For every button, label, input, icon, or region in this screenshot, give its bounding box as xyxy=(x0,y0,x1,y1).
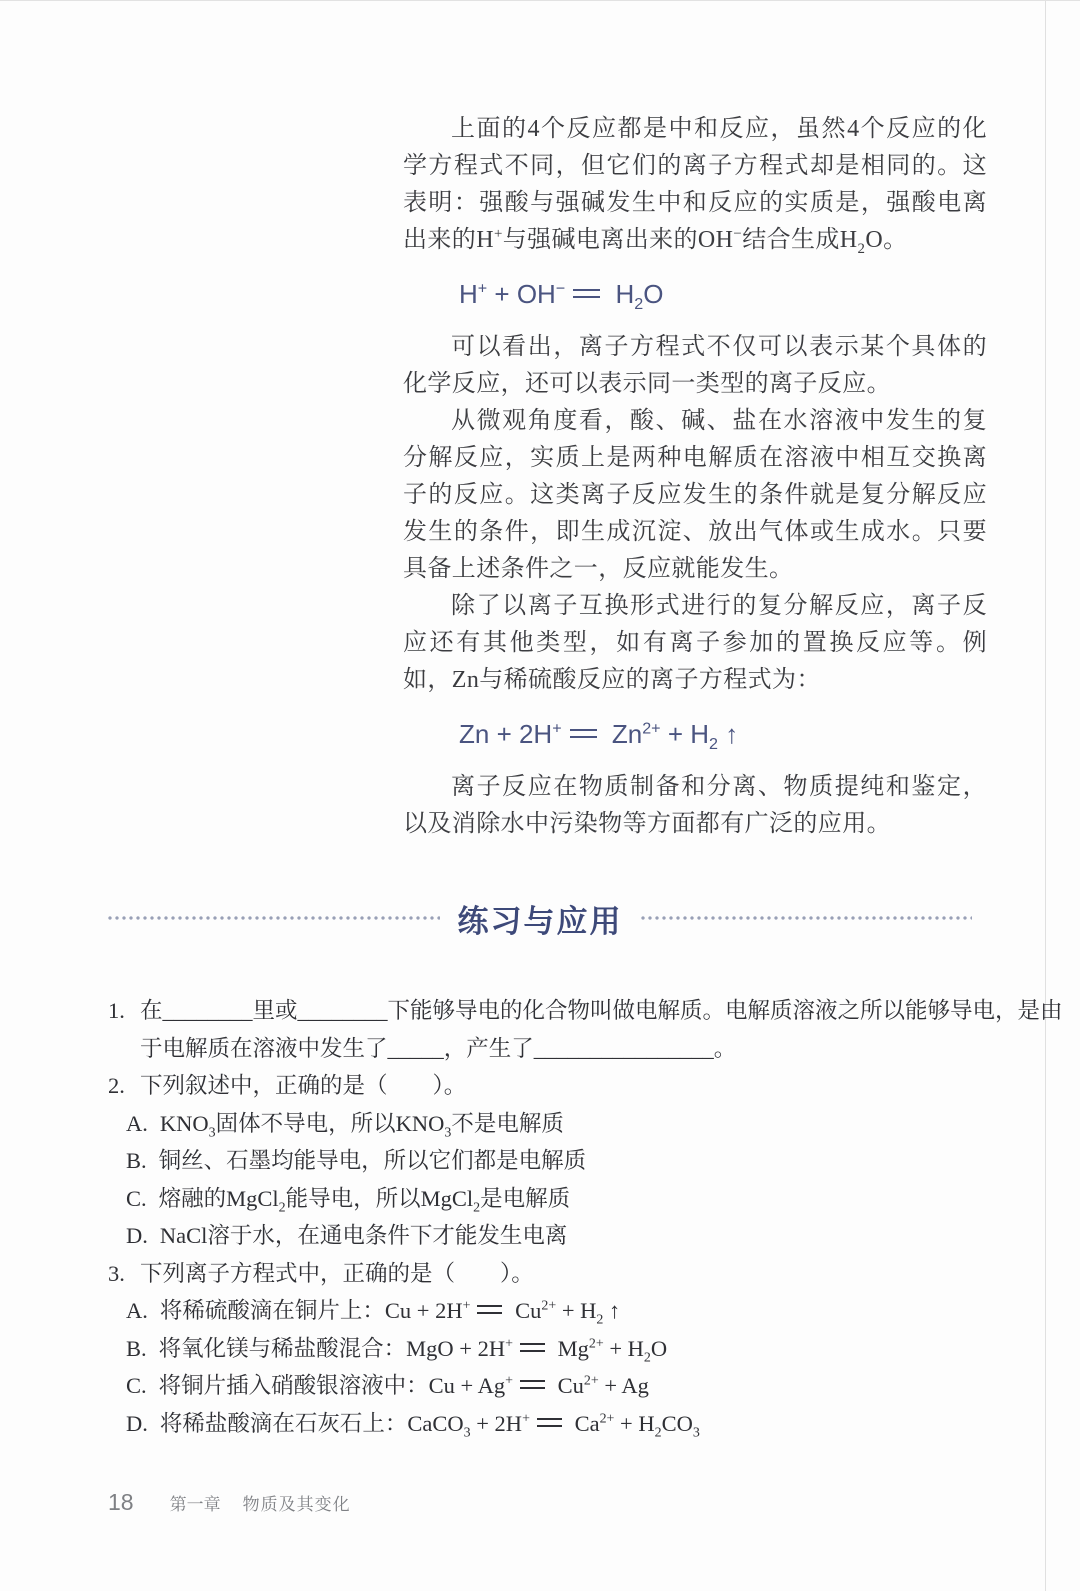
option-label: B. xyxy=(126,1148,147,1173)
option-label: C. xyxy=(126,1373,147,1398)
option-label: A. xyxy=(126,1298,148,1323)
option-label: B. xyxy=(126,1335,147,1361)
chapter-label: 第一章 xyxy=(169,1495,221,1514)
chapter-title: 物质及其变化 xyxy=(242,1495,351,1514)
question-2-option-a xyxy=(108,1105,1040,1143)
option-label: D. xyxy=(126,1223,148,1248)
question-3-option-c xyxy=(108,1367,1040,1405)
option-text: 铜丝、石墨均能导电，所以它们都是电解质 xyxy=(158,1148,587,1173)
option-label: D. xyxy=(126,1410,148,1436)
option-text: $KNO_3$固体不导电，所以$KNO_3$不是电解质 xyxy=(159,1110,564,1140)
question-3-number: 3. xyxy=(108,1260,125,1286)
option-label: A. xyxy=(126,1110,148,1136)
page-number: 18 xyxy=(108,1489,134,1515)
double-equals-sign xyxy=(570,729,597,738)
question-1 xyxy=(108,992,1063,1067)
question-1-number: 1. xyxy=(108,998,125,1023)
double-equals-sign xyxy=(520,1380,545,1389)
question-2 xyxy=(108,1067,1040,1255)
question-list xyxy=(0,992,1080,1442)
body-text-column xyxy=(403,111,987,843)
dotted-rule-right xyxy=(641,916,973,920)
double-equals-sign xyxy=(520,1343,545,1352)
question-3-text: 下列离子方程式中，正确的是（ ）。 xyxy=(140,1260,534,1286)
paragraph-other-ion-reactions: 除了以离子互换形式进行的复分解反应，离子反应还有其他类型，如有离子参加的置换反应等。例如，Zn与稀硫酸反应的离子方程式为： xyxy=(403,593,987,693)
paragraph-neutralization: 上面的4个反应都是中和反应，虽然4个反应的化学方程式不同，但它们的离子方程式却是相同的。这表明：强酸与强碱发生中和反应的实质是，强酸电离出来的H+与强碱电离出来的OH−结合生成$H_2O$。 xyxy=(403,116,987,257)
option-text: 将稀盐酸滴在石灰石上：CaCO$_3$ + 2H+ $Ca^{2+} + H_2CO_3$ xyxy=(159,1410,700,1440)
question-2-option-b xyxy=(108,1142,1040,1180)
option-label: C. xyxy=(126,1185,147,1211)
exercises-header xyxy=(0,894,1080,942)
question-1-text-line2: 于电解质在溶液中发生了_____，产生了________________。 xyxy=(140,1035,737,1061)
question-3-option-b xyxy=(108,1330,1040,1368)
double-equals-sign xyxy=(573,289,600,298)
paragraph-applications: 离子反应在物质制备和分离、物质提纯和鉴定，以及消除水中污染物等方面都有广泛的应用。 xyxy=(403,774,987,837)
question-1-text: 在________里或________下能够导电的化合物叫做电解质。电解质溶液之所以能够导电，是由 xyxy=(140,998,1063,1023)
question-3 xyxy=(108,1255,1040,1443)
option-text: NaCl溶于水，在通电条件下才能发生电离 xyxy=(159,1223,568,1248)
question-2-option-d xyxy=(108,1217,1040,1255)
question-3-option-a xyxy=(108,1292,1040,1330)
paragraph-ionic-equation-meaning: 可以看出，离子方程式不仅可以表示某个具体的化学反应，还可以表示同一类型的离子反应。 xyxy=(403,334,987,397)
question-3-option-d xyxy=(108,1405,1040,1443)
ion-equation-h-oh: H+ + OH− $H_2O$ xyxy=(459,279,664,314)
question-2-option-c xyxy=(108,1180,1040,1218)
option-text: 熔融的MgCl$_2$能导电，所以MgCl$_2$是电解质 xyxy=(158,1185,571,1215)
exercises-title: 练习与应用 xyxy=(457,903,623,939)
exercises-section xyxy=(0,894,1080,1442)
question-2-text: 下列叙述中，正确的是（ ）。 xyxy=(140,1073,467,1098)
dotted-rule-left xyxy=(108,916,440,920)
option-text: 将稀硫酸滴在铜片上：Cu + 2H+ $Cu^{2+} + H_2$ ↑ xyxy=(159,1298,621,1328)
option-text: 将氧化镁与稀盐酸混合：MgO + 2H+ $Mg^{2+} + H_2O$ xyxy=(158,1335,668,1365)
page-footer xyxy=(108,1489,351,1516)
paragraph-micro-view: 从微观角度看，酸、碱、盐在水溶液中发生的复分解反应，实质上是两种电解质在溶液中相互交换离子的反应。这类离子反应发生的条件就是复分解反应发生的条件，即生成沉淀、放出气体或生成水。只要具备上述条件之一，反应就能发生。 xyxy=(403,408,987,582)
ion-equation-zn: Zn + 2H+ $Zn^{2+} + H_2$ ↑ xyxy=(459,719,739,754)
question-2-number: 2. xyxy=(108,1073,125,1098)
double-equals-sign xyxy=(477,1305,502,1314)
double-equals-sign xyxy=(537,1418,562,1427)
option-text: 将铜片插入硝酸银溶液中：Cu + Ag+ $Cu^{2+} + Ag$ xyxy=(158,1373,649,1398)
